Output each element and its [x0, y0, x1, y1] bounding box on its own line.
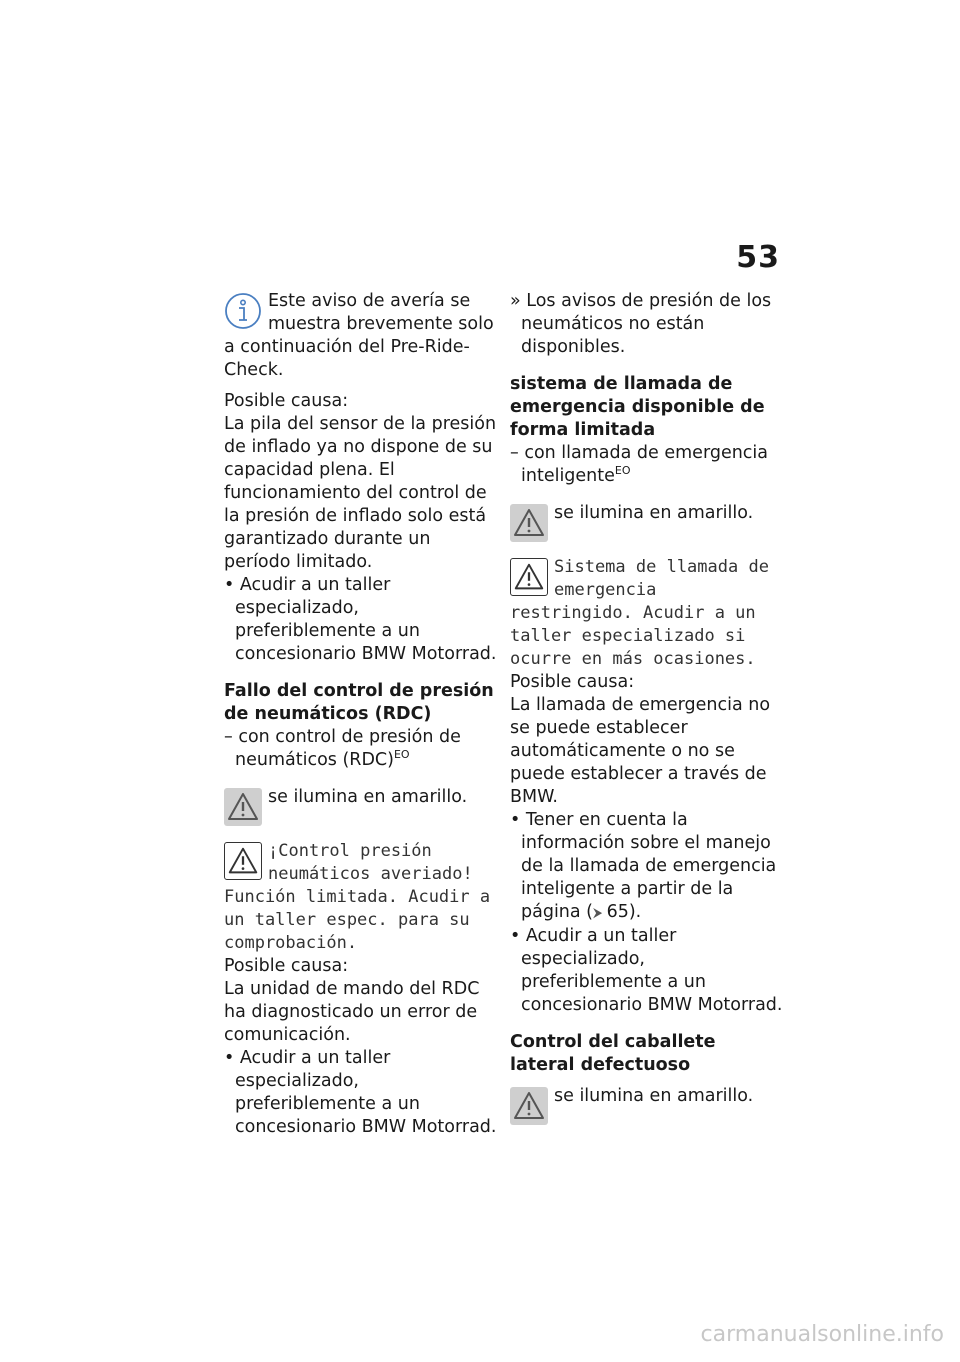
display-message — [510, 556, 785, 671]
warning-lamp-row — [510, 1085, 785, 1125]
bullet-item: • Acudir a un taller especializado, preferiblemente a un concesionario BMW Motorrad. — [224, 1048, 497, 1137]
warning-triangle-icon — [224, 842, 262, 880]
cause-label: Posible causa: — [224, 956, 349, 976]
status-text: se ilumina en amarillo. — [554, 503, 754, 523]
status-text: se ilumina en amarillo. — [554, 1086, 754, 1106]
dash-item: – con control de presión de neumáticos (RDC)$^{EO}$ — [224, 727, 461, 770]
cause-text: La llamada de emergencia no se puede establecer automáticamente o no se puede establecer a través de BMW. — [510, 695, 771, 807]
cause-text: La unidad de mando del RDC ha diagnosticado un error de comunicación. — [224, 979, 480, 1045]
watermark: carmanualsonline.info — [700, 1322, 944, 1347]
display-message — [224, 840, 499, 955]
warning-lamp-row — [224, 786, 499, 826]
page-ref-arrow-icon: ⮞ — [593, 906, 607, 921]
info-text: Este aviso de avería se muestra brevemente solo a continuación del Pre-Ride-Check. — [224, 291, 494, 380]
bullet-item: • Tener en cuenta la información sobre el manejo de la llamada de emergencia inteligente a partir de la página (⮞ 65). — [510, 810, 777, 922]
status-text: se ilumina en amarillo. — [268, 787, 468, 807]
page-number: 53 — [736, 240, 780, 275]
dash-item: – con llamada de emergencia inteligente$^{EO}$ — [510, 443, 769, 486]
cause-text: La pila del sensor de la presión de inflado ya no dispone de su capacidad plena. El funcionamiento del control de la presión de inflado solo está garantizado durante un período limitado. — [224, 414, 497, 572]
left-column — [224, 290, 499, 1139]
info-icon — [224, 292, 262, 330]
warning-lamp-row — [510, 502, 785, 542]
cause-label: Posible causa: — [224, 391, 349, 411]
warning-triangle-icon — [510, 504, 548, 542]
display-text: Sistema de llamada de emergencia restringido. Acudir a un taller especializado si ocurre en más ocasiones. — [510, 557, 769, 669]
warning-triangle-icon — [510, 1087, 548, 1125]
right-column — [510, 290, 785, 1125]
result-item: » Los avisos de presión de los neumáticos no están disponibles. — [510, 291, 772, 357]
display-text: ¡Control presión neumáticos averiado! Función limitada. Acudir a un taller espec. para su comprobación. — [224, 841, 491, 953]
warning-triangle-icon — [510, 558, 548, 596]
info-note — [224, 290, 499, 382]
section-heading-sidestand: Control del caballete lateral defectuoso — [510, 1032, 716, 1075]
warning-triangle-icon — [224, 788, 262, 826]
page-ref-link[interactable]: 65 — [606, 902, 629, 922]
cause-label: Posible causa: — [510, 672, 635, 692]
bullet-item: • Acudir a un taller especializado, preferiblemente a un concesionario BMW Motorrad. — [224, 575, 497, 664]
section-heading-ecall: sistema de llamada de emergencia disponible de forma limitada — [510, 374, 765, 440]
bullet-item: • Acudir a un taller especializado, preferiblemente a un concesionario BMW Motorrad. — [510, 926, 783, 1015]
section-heading-rdc: Fallo del control de presión de neumáticos (RDC) — [224, 681, 494, 724]
